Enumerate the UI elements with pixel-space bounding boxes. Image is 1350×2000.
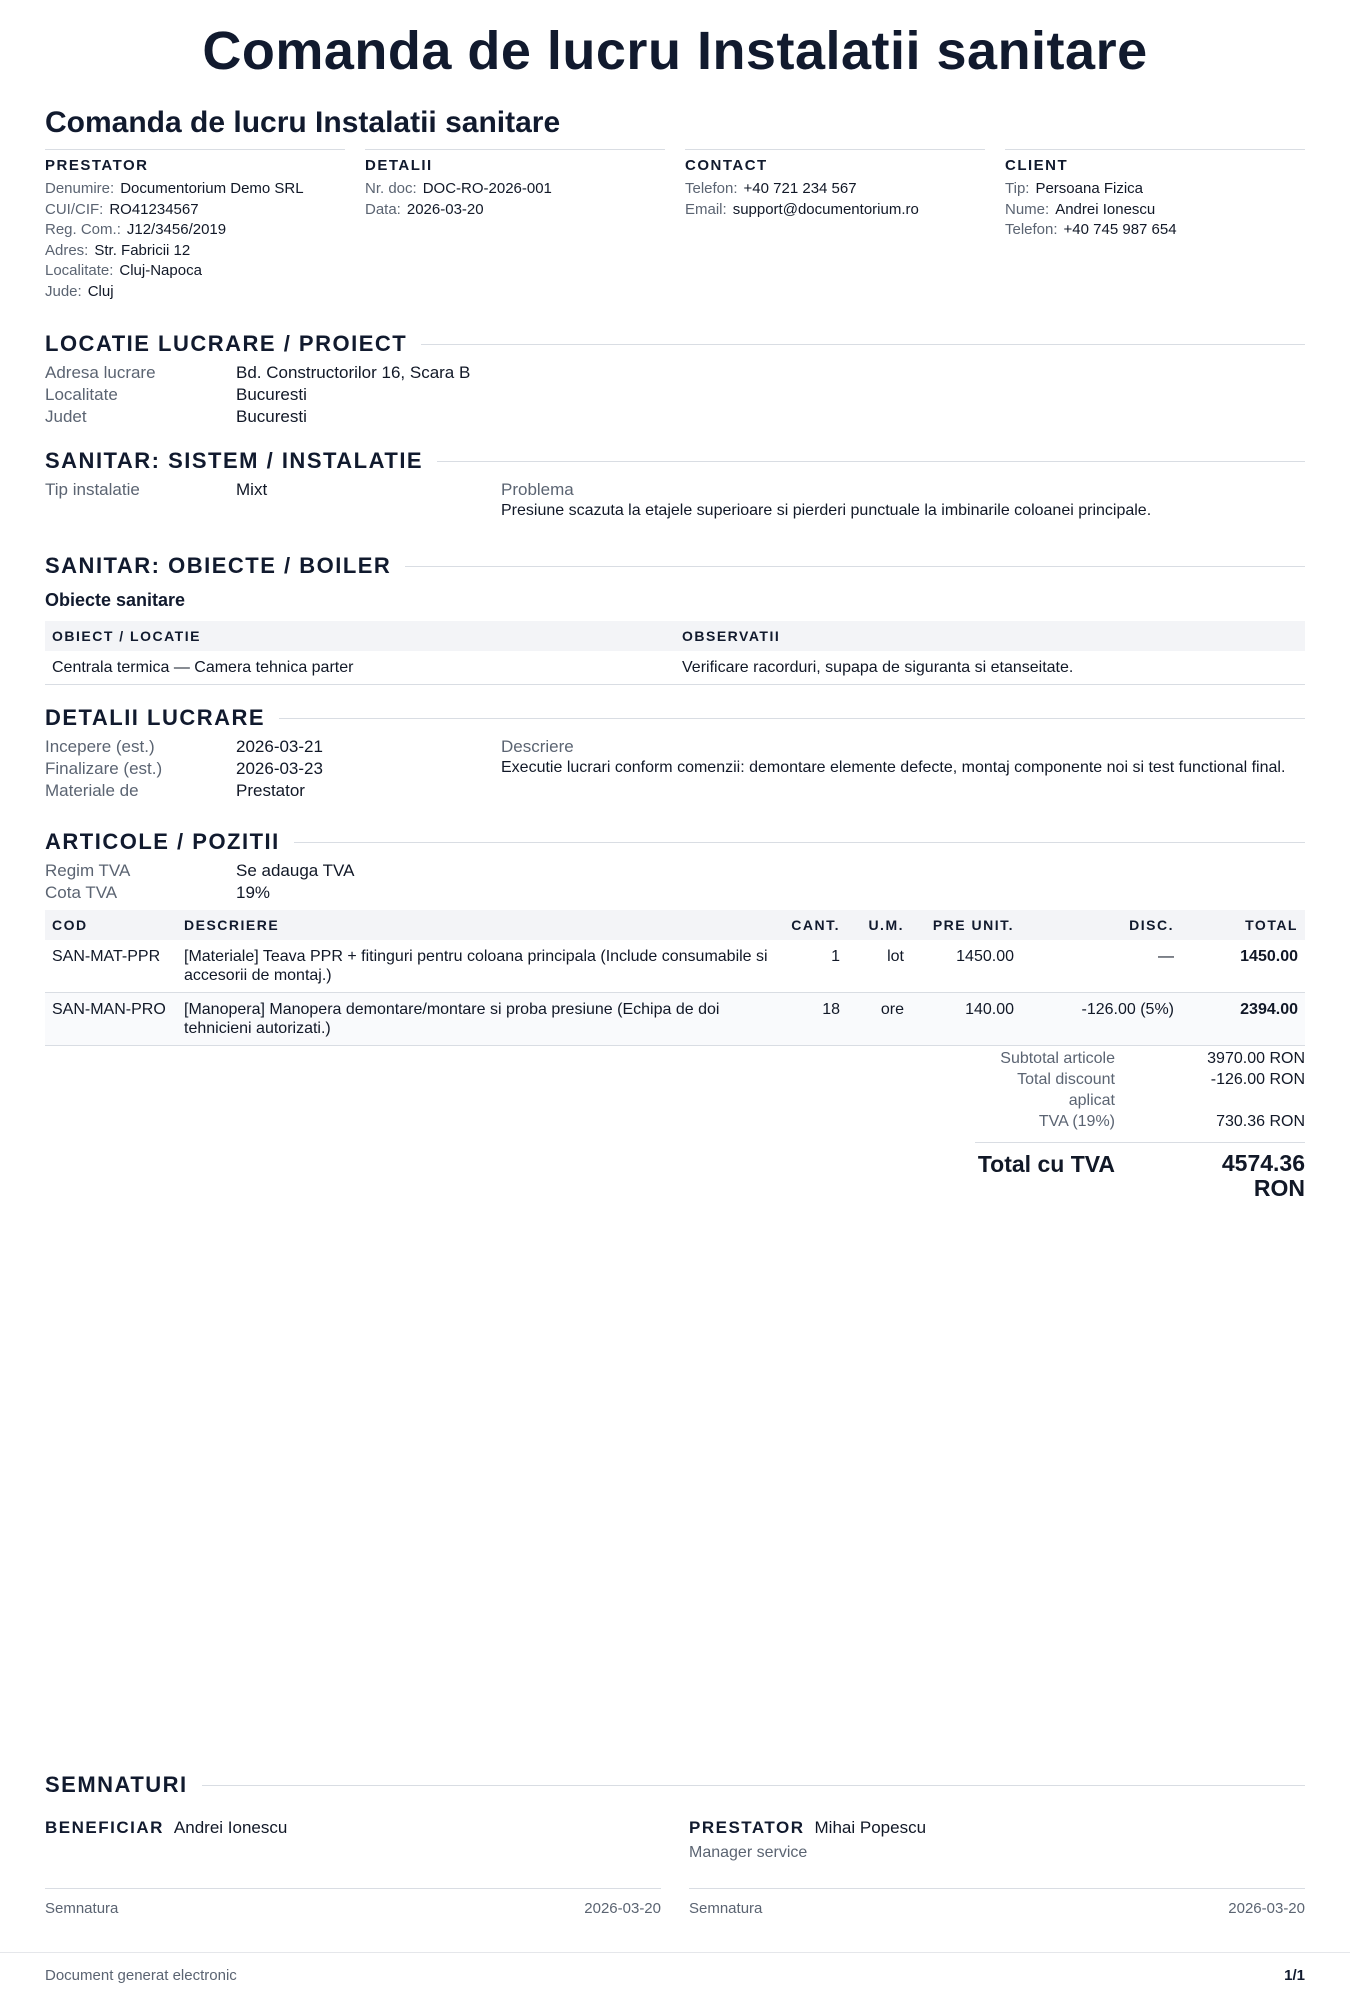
field-label: Reg. Com.: bbox=[45, 221, 121, 238]
party-field bbox=[685, 200, 985, 221]
unit-price-cell: 140.00 bbox=[911, 993, 1021, 1046]
document-title: Comanda de lucru Instalatii sanitare bbox=[45, 106, 561, 139]
party-field bbox=[45, 282, 345, 303]
discount-cell: — bbox=[1021, 940, 1181, 993]
field-label: Finalizare (est.) bbox=[45, 759, 163, 778]
grand-total-label: Total cu TVA bbox=[977, 1151, 1115, 1177]
field-label: Telefon: bbox=[1005, 221, 1058, 238]
field-label: Adres: bbox=[45, 241, 89, 259]
party-field bbox=[45, 200, 345, 221]
field-value: Documentorium Demo SRL bbox=[120, 180, 304, 197]
field-label: Telefon: bbox=[685, 180, 738, 197]
field-label: CUI/CIF: bbox=[45, 200, 104, 218]
party-field bbox=[365, 200, 665, 221]
section-work-heading bbox=[45, 705, 1305, 731]
subtotal-label: Subtotal articole bbox=[1000, 1050, 1115, 1067]
field-value: +40 721 234 567 bbox=[743, 180, 857, 197]
field-label: Cota TVA bbox=[45, 883, 118, 902]
section-rule bbox=[437, 461, 1305, 462]
field-label: Judet bbox=[45, 407, 87, 426]
section-location-heading bbox=[45, 331, 1305, 357]
totals-block bbox=[975, 1048, 1305, 1201]
section-rule bbox=[279, 718, 1305, 719]
field-value: +40 745 987 654 bbox=[1063, 221, 1177, 238]
field-label: Incepere (est.) bbox=[45, 737, 155, 756]
party-field bbox=[1005, 200, 1305, 221]
field-label: Localitate bbox=[45, 385, 118, 404]
field-row bbox=[45, 362, 470, 384]
field-value: Prestator bbox=[236, 781, 305, 800]
column-header: PRE UNIT. bbox=[911, 910, 1021, 940]
objects-table bbox=[45, 621, 1305, 685]
section-objects-heading bbox=[45, 553, 1305, 579]
signature-role: PRESTATOR bbox=[689, 1818, 805, 1837]
party-detalii bbox=[365, 149, 665, 302]
signature-line bbox=[45, 1888, 661, 1889]
party-field bbox=[685, 179, 985, 200]
field-value: 2026-03-20 bbox=[406, 200, 484, 218]
column-header: TOTAL bbox=[1181, 910, 1305, 940]
field-label: Jude: bbox=[45, 282, 82, 300]
field-value: Andrei Ionescu bbox=[1055, 200, 1156, 218]
field-row bbox=[45, 479, 267, 501]
total-cell: 2394.00 bbox=[1181, 993, 1305, 1046]
system-fields bbox=[45, 479, 267, 501]
field-value: Str. Fabricii 12 bbox=[94, 241, 191, 259]
field-label: Nr. doc: bbox=[365, 180, 417, 197]
signature-heading bbox=[45, 1818, 661, 1838]
party-heading: DETALII bbox=[365, 157, 433, 174]
field-value: Persoana Fizica bbox=[1035, 180, 1144, 197]
section-title: DETALII LUCRARE bbox=[45, 705, 266, 730]
field-value: 2026-03-21 bbox=[236, 737, 323, 756]
description-text: Executie lucrari conform comenzii: demontare elemente defecte, montaj componente noi si test functional final. bbox=[501, 759, 1286, 776]
signature-date: 2026-03-20 bbox=[1228, 1900, 1305, 1917]
party-heading: PRESTATOR bbox=[45, 157, 149, 174]
totals-row bbox=[975, 1111, 1305, 1132]
party-field bbox=[45, 241, 345, 262]
field-label: Nume: bbox=[1005, 200, 1050, 218]
objects-subtitle: Obiecte sanitare bbox=[45, 590, 186, 610]
field-label: Regim TVA bbox=[45, 861, 131, 880]
total-cell: 1450.00 bbox=[1181, 940, 1305, 993]
totals-row bbox=[975, 1048, 1305, 1069]
section-system-heading bbox=[45, 448, 1305, 474]
field-row bbox=[45, 882, 354, 904]
field-row bbox=[45, 860, 354, 882]
vat-value: 730.36 RON bbox=[1216, 1113, 1305, 1130]
field-label: Tip instalatie bbox=[45, 480, 140, 499]
table-row bbox=[45, 651, 1305, 685]
section-rule bbox=[294, 842, 1305, 843]
code-cell: SAN-MAN-PRO bbox=[45, 993, 177, 1046]
unit-cell: lot bbox=[847, 940, 911, 993]
problem-label: Problema bbox=[501, 480, 574, 499]
table-row bbox=[45, 940, 1305, 993]
field-value: RO41234567 bbox=[109, 200, 199, 218]
section-rule bbox=[202, 1785, 1305, 1786]
party-field bbox=[1005, 220, 1305, 241]
work-description-block bbox=[501, 736, 1305, 778]
field-value: DOC-RO-2026-001 bbox=[422, 180, 552, 197]
articles-table bbox=[45, 910, 1305, 1046]
field-value: Cluj-Napoca bbox=[119, 262, 202, 279]
signature-footer bbox=[45, 1900, 661, 1917]
field-value: Cluj bbox=[87, 282, 114, 300]
field-label: Denumire: bbox=[45, 180, 115, 197]
section-rule bbox=[405, 566, 1305, 567]
field-label: Localitate: bbox=[45, 262, 114, 279]
unit-cell: ore bbox=[847, 993, 911, 1046]
party-field bbox=[365, 179, 665, 200]
column-header: CANT. bbox=[783, 910, 847, 940]
page-footer bbox=[0, 1952, 1350, 1984]
column-header: COD bbox=[45, 910, 177, 940]
field-value: Bucuresti bbox=[236, 407, 307, 426]
signature-role: BENEFICIAR bbox=[45, 1818, 164, 1837]
section-title: LOCATIE LUCRARE / PROIECT bbox=[45, 331, 408, 356]
field-label: Materiale de bbox=[45, 781, 139, 800]
signature-heading bbox=[689, 1818, 1305, 1838]
column-header: OBSERVATII bbox=[675, 621, 1305, 651]
column-header: U.M. bbox=[847, 910, 911, 940]
code-cell: SAN-MAT-PPR bbox=[45, 940, 177, 993]
table-header-row bbox=[45, 910, 1305, 940]
party-prestator bbox=[45, 149, 345, 302]
vat-fields bbox=[45, 860, 354, 904]
object-cell: Centrala termica — Camera tehnica parter bbox=[45, 651, 675, 685]
signature-position: Manager service bbox=[689, 1844, 808, 1861]
field-value: Bucuresti bbox=[236, 385, 307, 404]
party-field bbox=[45, 179, 345, 200]
table-header-row bbox=[45, 621, 1305, 651]
signature-prestator bbox=[689, 1818, 1305, 1928]
signature-beneficiar bbox=[45, 1818, 661, 1928]
field-value: 2026-03-23 bbox=[236, 759, 323, 778]
field-value: Mixt bbox=[236, 480, 268, 499]
signature-footer bbox=[689, 1900, 1305, 1917]
section-title: SEMNATURI bbox=[45, 1772, 188, 1797]
grand-total-value: 4574.36 RON bbox=[1221, 1150, 1305, 1201]
description-cell: [Materiale] Teava PPR + fitinguri pentru coloana principala (Include consumabile si accesorii de montaj.) bbox=[177, 940, 783, 993]
generated-note: Document generat electronic bbox=[45, 1967, 237, 1984]
discount-cell: -126.00 (5%) bbox=[1021, 993, 1181, 1046]
party-field bbox=[45, 220, 345, 241]
party-contact bbox=[685, 149, 985, 302]
column-header: OBIECT / LOCATIE bbox=[45, 621, 675, 651]
section-articles-heading bbox=[45, 829, 1305, 855]
discount-value: -126.00 RON bbox=[1210, 1071, 1305, 1088]
party-field bbox=[45, 261, 345, 282]
field-label: Tip: bbox=[1005, 180, 1030, 197]
signatures-row bbox=[45, 1818, 1305, 1928]
section-title: SANITAR: SISTEM / INSTALATIE bbox=[45, 448, 424, 473]
field-value: Bd. Constructorilor 16, Scara B bbox=[236, 363, 471, 382]
signature-label: Semnatura bbox=[45, 1900, 119, 1917]
signature-date: 2026-03-20 bbox=[584, 1900, 661, 1917]
party-field bbox=[1005, 179, 1305, 200]
field-row bbox=[45, 758, 323, 780]
field-row bbox=[45, 780, 323, 802]
section-title: SANITAR: OBIECTE / BOILER bbox=[45, 553, 392, 578]
quantity-cell: 18 bbox=[783, 993, 847, 1046]
totals-row bbox=[975, 1069, 1305, 1111]
problem-block bbox=[501, 479, 1305, 521]
field-value: 19% bbox=[236, 883, 271, 902]
table-row bbox=[45, 993, 1305, 1046]
column-header: DISC. bbox=[1021, 910, 1181, 940]
description-cell: [Manopera] Manopera demontare/montare si proba presiune (Echipa de doi tehnicieni autorizati.) bbox=[177, 993, 783, 1046]
page-number: 1/1 bbox=[1284, 1967, 1305, 1984]
party-heading: CONTACT bbox=[685, 157, 768, 174]
work-fields bbox=[45, 736, 323, 802]
signature-name: Mihai Popescu bbox=[814, 1818, 927, 1837]
location-fields bbox=[45, 362, 470, 428]
description-label: Descriere bbox=[501, 737, 574, 756]
vat-label: TVA (19%) bbox=[1038, 1113, 1115, 1130]
section-title: ARTICOLE / POZITII bbox=[45, 829, 280, 854]
signature-name: Andrei Ionescu bbox=[173, 1818, 288, 1837]
field-value: Se adauga TVA bbox=[236, 861, 355, 880]
section-signatures-heading bbox=[45, 1772, 1305, 1798]
party-client bbox=[1005, 149, 1305, 302]
problem-text: Presiune scazuta la etajele superioare si pierderi punctuale la imbinarile coloanei principale. bbox=[501, 502, 1152, 519]
field-row bbox=[45, 384, 470, 406]
section-rule bbox=[421, 344, 1305, 345]
field-row bbox=[45, 406, 470, 428]
field-label: Email: bbox=[685, 200, 727, 218]
page-title: Comanda de lucru Instalatii sanitare bbox=[202, 21, 1148, 81]
parties-row bbox=[45, 149, 1305, 302]
field-label: Adresa lucrare bbox=[45, 363, 156, 382]
field-value: support@documentorium.ro bbox=[732, 200, 919, 218]
field-label: Data: bbox=[365, 200, 401, 218]
subtotal-value: 3970.00 RON bbox=[1207, 1050, 1305, 1067]
column-header: DESCRIERE bbox=[177, 910, 783, 940]
field-row bbox=[45, 736, 323, 758]
grand-total-row bbox=[975, 1142, 1305, 1201]
notes-cell: Verificare racorduri, supapa de siguranta si etanseitate. bbox=[675, 651, 1305, 685]
party-heading: CLIENT bbox=[1005, 157, 1069, 174]
field-value: J12/3456/2019 bbox=[126, 221, 227, 238]
quantity-cell: 1 bbox=[783, 940, 847, 993]
signature-line bbox=[689, 1888, 1305, 1889]
discount-label: Total discount aplicat bbox=[1017, 1071, 1115, 1109]
unit-price-cell: 1450.00 bbox=[911, 940, 1021, 993]
signature-label: Semnatura bbox=[689, 1900, 763, 1917]
